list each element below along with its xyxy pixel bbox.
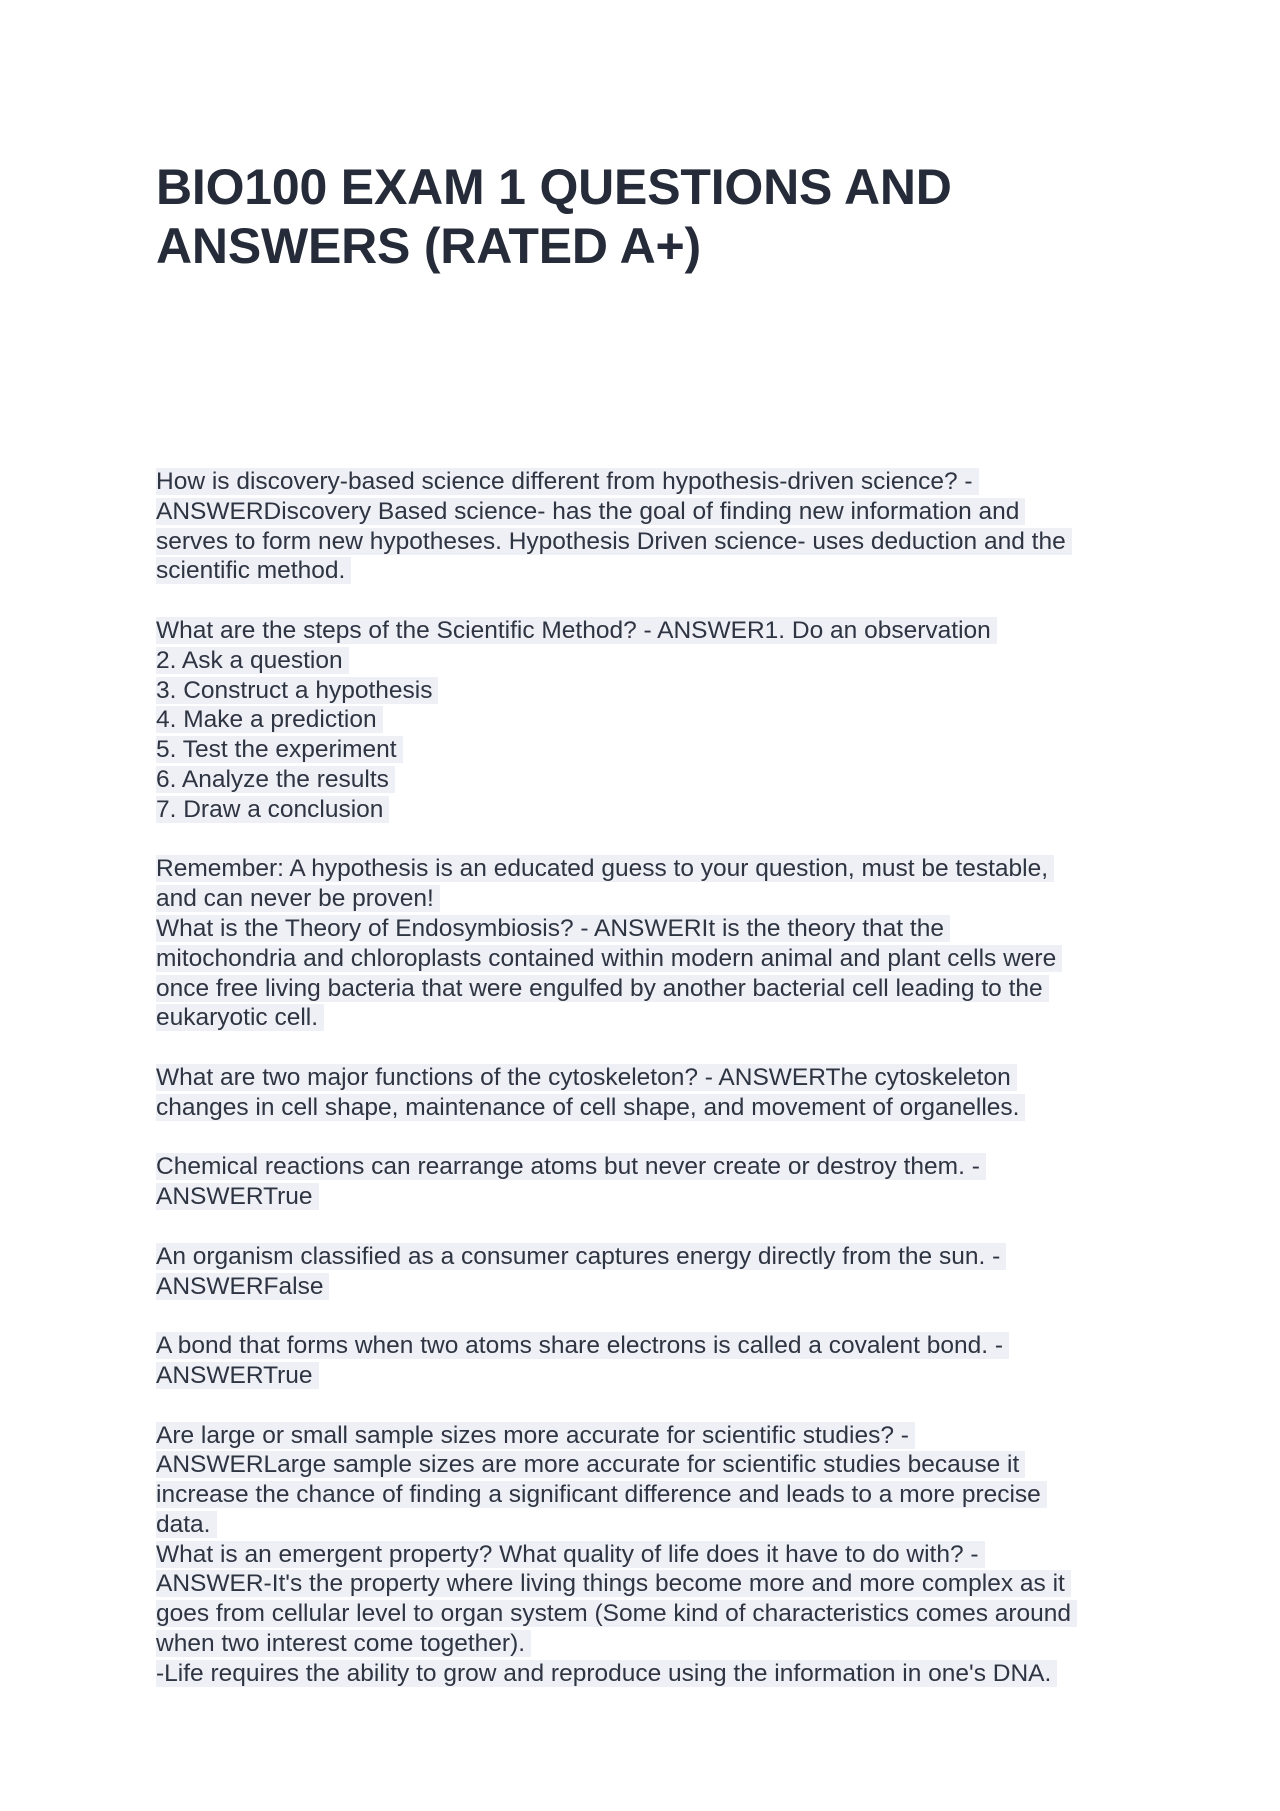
text-line xyxy=(156,1331,1160,1361)
text-line-content: How is discovery-based science different from hypothesis-driven science? - xyxy=(156,468,979,495)
paragraph-gap xyxy=(156,1033,1160,1063)
text-line xyxy=(156,497,1160,527)
text-line-content: ANSWERTrue xyxy=(156,1183,319,1210)
text-line-content: data. xyxy=(156,1511,217,1538)
text-line xyxy=(156,676,1160,706)
text-line-content: ANSWER-It's the property where living things become more and more complex as it xyxy=(156,1570,1071,1597)
text-line xyxy=(156,1540,1160,1570)
text-line xyxy=(156,854,1160,884)
text-line-content: once free living bacteria that were engulfed by another bacterial cell leading to the xyxy=(156,975,1049,1002)
text-line xyxy=(156,1242,1160,1272)
text-line-content: What is an emergent property? What quality of life does it have to do with? - xyxy=(156,1541,985,1568)
text-line-content: 6. Analyze the results xyxy=(156,766,395,793)
text-line xyxy=(156,795,1160,825)
text-line-content: Chemical reactions can rearrange atoms but never create or destroy them. - xyxy=(156,1153,986,1180)
text-line xyxy=(156,1421,1160,1451)
text-line xyxy=(156,467,1160,497)
document-title xyxy=(156,158,1056,276)
text-line-content: increase the chance of finding a significant difference and leads to a more precise xyxy=(156,1481,1047,1508)
text-line xyxy=(156,765,1160,795)
text-line xyxy=(156,1003,1160,1033)
text-line xyxy=(156,1510,1160,1540)
text-line-content: ANSWERDiscovery Based science- has the goal of finding new information and xyxy=(156,498,1025,525)
title-line-1: BIO100 EXAM 1 QUESTIONS AND xyxy=(156,159,952,215)
text-line-content: eukaryotic cell. xyxy=(156,1004,324,1031)
text-line-content: What is the Theory of Endosymbiosis? - ANSWERIt is the theory that the xyxy=(156,915,950,942)
text-line xyxy=(156,1480,1160,1510)
paragraph-gap xyxy=(156,1301,1160,1331)
text-line-content: and can never be proven! xyxy=(156,885,440,912)
text-line xyxy=(156,1450,1160,1480)
text-line xyxy=(156,914,1160,944)
text-line-content: changes in cell shape, maintenance of cell shape, and movement of organelles. xyxy=(156,1094,1025,1121)
title-line-2: ANSWERS (RATED A+) xyxy=(156,218,702,274)
text-line-content: goes from cellular level to organ system (Some kind of characteristics comes around xyxy=(156,1600,1077,1627)
text-line xyxy=(156,884,1160,914)
text-line-content: scientific method. xyxy=(156,557,351,584)
text-line-content: 4. Make a prediction xyxy=(156,706,383,733)
text-line-content: Are large or small sample sizes more accurate for scientific studies? - xyxy=(156,1422,915,1449)
text-line-content: What are two major functions of the cytoskeleton? - ANSWERThe cytoskeleton xyxy=(156,1064,1017,1091)
text-line xyxy=(156,705,1160,735)
text-line xyxy=(156,527,1160,557)
text-line-content: What are the steps of the Scientific Method? - ANSWER1. Do an observation xyxy=(156,617,997,644)
text-line xyxy=(156,735,1160,765)
text-line xyxy=(156,1272,1160,1302)
text-line-content: A bond that forms when two atoms share electrons is called a covalent bond. - xyxy=(156,1332,1009,1359)
text-line-content: ANSWERLarge sample sizes are more accurate for scientific studies because it xyxy=(156,1451,1025,1478)
text-line-content: ANSWERTrue xyxy=(156,1362,319,1389)
text-line xyxy=(156,1659,1160,1689)
text-line-content: 5. Test the experiment xyxy=(156,736,403,763)
text-line xyxy=(156,556,1160,586)
text-line xyxy=(156,1093,1160,1123)
text-line-content: 2. Ask a question xyxy=(156,647,349,674)
text-line xyxy=(156,944,1160,974)
text-line xyxy=(156,1569,1160,1599)
text-line xyxy=(156,974,1160,1004)
text-line xyxy=(156,646,1160,676)
text-line-content: mitochondria and chloroplasts contained within modern animal and plant cells were xyxy=(156,945,1062,972)
paragraph-gap xyxy=(156,586,1160,616)
text-line xyxy=(156,1182,1160,1212)
text-line xyxy=(156,1063,1160,1093)
text-line-content: 3. Construct a hypothesis xyxy=(156,677,438,704)
text-line xyxy=(156,1361,1160,1391)
text-line xyxy=(156,1629,1160,1659)
text-line xyxy=(156,1152,1160,1182)
text-line-content: An organism classified as a consumer captures energy directly from the sun. - xyxy=(156,1243,1006,1270)
text-line-content: -Life requires the ability to grow and reproduce using the information in one's DNA. xyxy=(156,1660,1057,1687)
text-line-content: 7. Draw a conclusion xyxy=(156,796,389,823)
paragraph-gap xyxy=(156,1391,1160,1421)
text-line xyxy=(156,616,1160,646)
text-line-content: ANSWERFalse xyxy=(156,1273,329,1300)
text-line-content: when two interest come together). xyxy=(156,1630,531,1657)
paragraph-gap xyxy=(156,1212,1160,1242)
paragraph-gap xyxy=(156,825,1160,855)
text-line-content: Remember: A hypothesis is an educated guess to your question, must be testable, xyxy=(156,855,1054,882)
text-line xyxy=(156,1599,1160,1629)
text-line-content: serves to form new hypotheses. Hypothesis Driven science- uses deduction and the xyxy=(156,528,1072,555)
paragraph-gap xyxy=(156,1123,1160,1153)
document-body xyxy=(156,467,1160,1689)
